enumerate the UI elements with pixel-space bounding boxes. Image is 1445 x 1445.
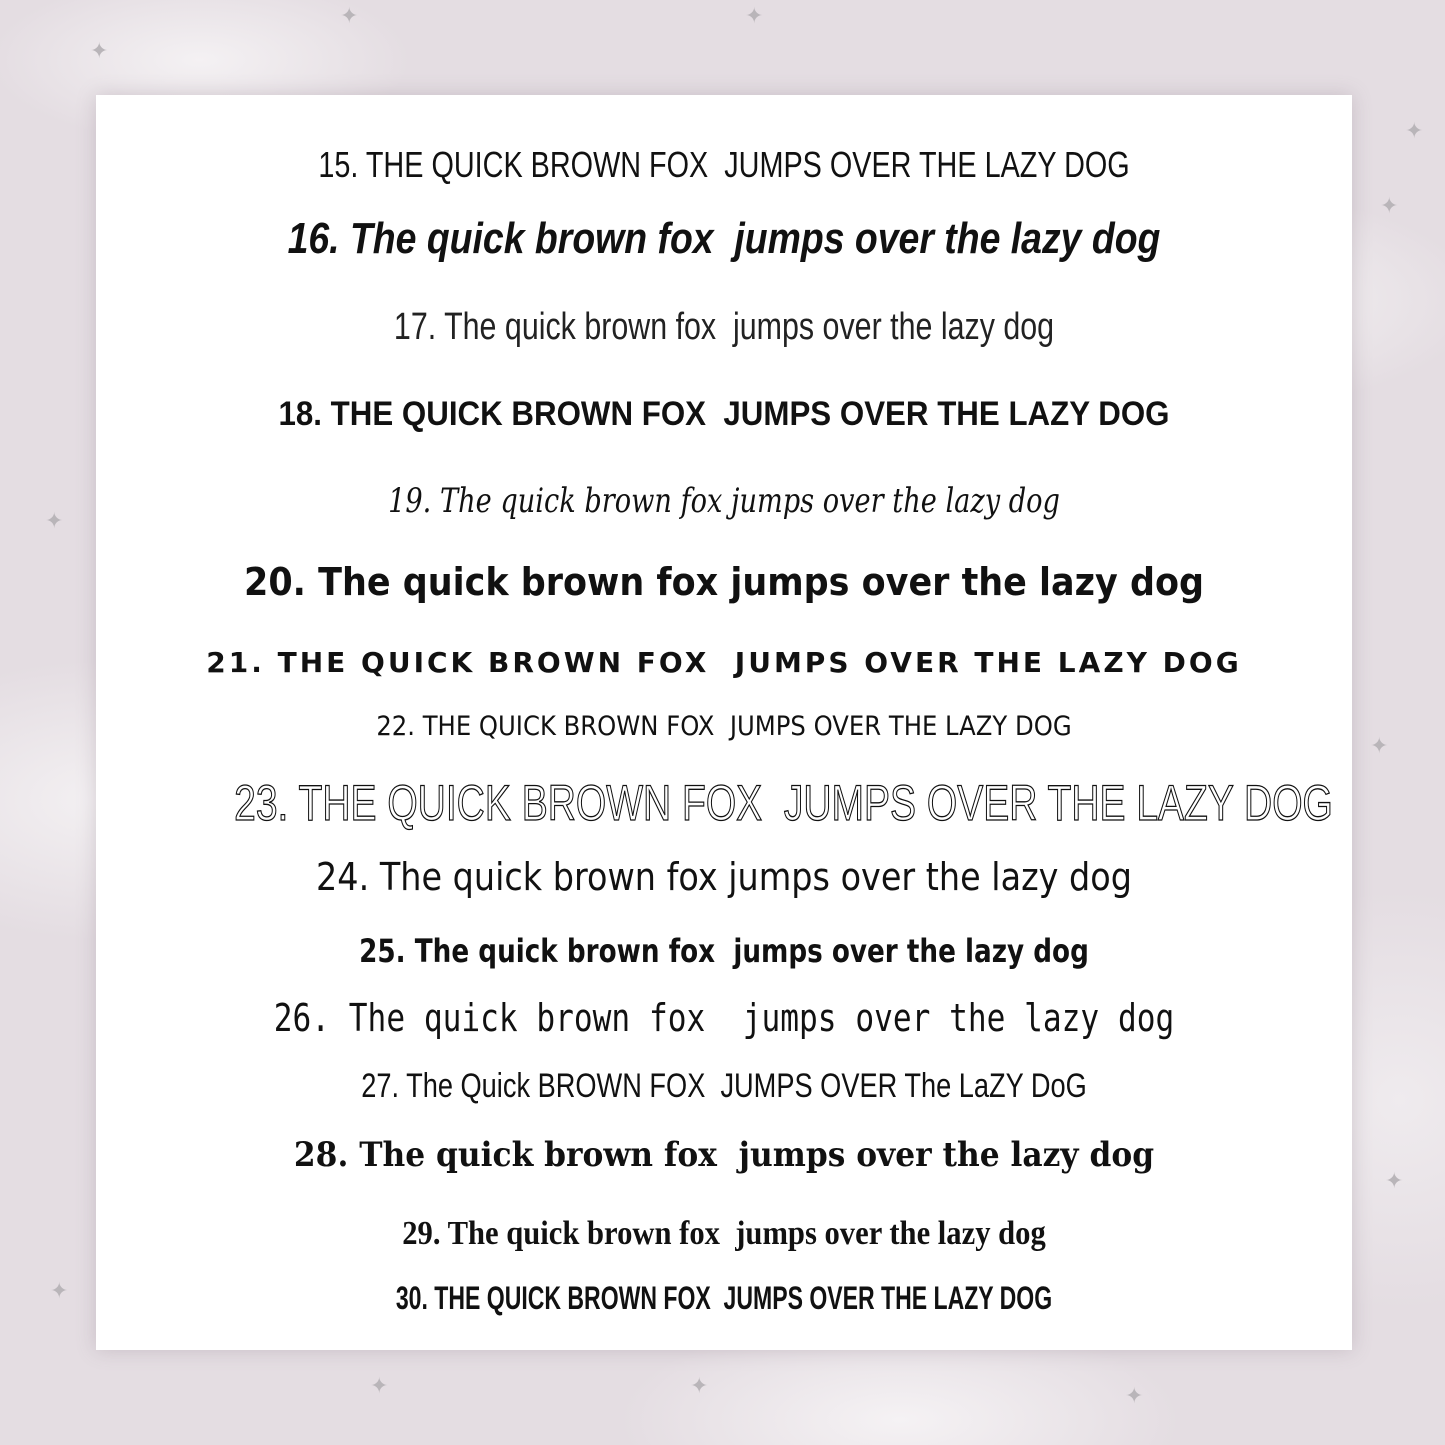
star-decoration: ✦	[1380, 193, 1399, 218]
font-sample-25: 25. The quick brown fox jumps over the lazy dog	[359, 932, 1089, 970]
font-sample-15: 15. THE QUICK BROWN FOX JUMPS OVER THE LAZY DOG	[318, 144, 1130, 185]
star-decoration: ✦	[690, 1373, 709, 1398]
font-sample-20: 20. The quick brown fox jumps over the lazy dog	[243, 560, 1205, 604]
star-decoration: ✦	[1405, 118, 1424, 143]
star-decoration: ✦	[90, 38, 109, 63]
font-sample-card	[96, 95, 1352, 1350]
star-decoration: ✦	[1125, 1383, 1144, 1408]
font-sample-24: 24. The quick brown fox jumps over the lazy dog	[316, 855, 1132, 899]
font-sample-23: 23. THE QUICK BROWN FOX JUMPS OVER THE LAZY DOG	[234, 775, 1333, 831]
star-decoration: ✦	[1385, 1168, 1404, 1193]
font-sample-30: 30. THE QUICK BROWN FOX JUMPS OVER THE LAZY DOG	[395, 1280, 1053, 1316]
font-sample-17: 17. The quick brown fox jumps over the lazy dog	[393, 306, 1055, 348]
font-sample-22: 22. THE QUICK BROWN FOX JUMPS OVER THE LAZY DOG	[376, 711, 1072, 742]
star-decoration: ✦	[45, 508, 64, 533]
font-sample-29: 29. The quick brown fox jumps over the lazy dog	[402, 1215, 1046, 1252]
font-sample-21: 21. THE QUICK BROWN FOX JUMPS OVER THE LAZY DOG	[206, 646, 1242, 679]
star-decoration: ✦	[370, 1373, 389, 1398]
star-decoration: ✦	[1370, 733, 1389, 758]
font-sample-16: 16. The quick brown fox jumps over the lazy dog	[287, 214, 1161, 263]
star-decoration: ✦	[50, 1278, 69, 1303]
font-sample-26: 26. The quick brown fox jumps over the lazy dog	[273, 996, 1175, 1040]
star-decoration: ✦	[745, 3, 764, 28]
star-decoration: ✦	[340, 3, 359, 28]
font-sample-18: 18. THE QUICK BROWN FOX JUMPS OVER THE LAZY DOG	[278, 395, 1170, 433]
font-sample-27: 27. The Quick BROWN FOX JUMPS OVER The LaZY DoG	[361, 1067, 1087, 1105]
font-sample-28: 28. The quick brown fox jumps over the lazy dog	[293, 1135, 1155, 1175]
font-sample-19: 19. The quick brown fox jumps over the lazy dog	[388, 481, 1060, 521]
